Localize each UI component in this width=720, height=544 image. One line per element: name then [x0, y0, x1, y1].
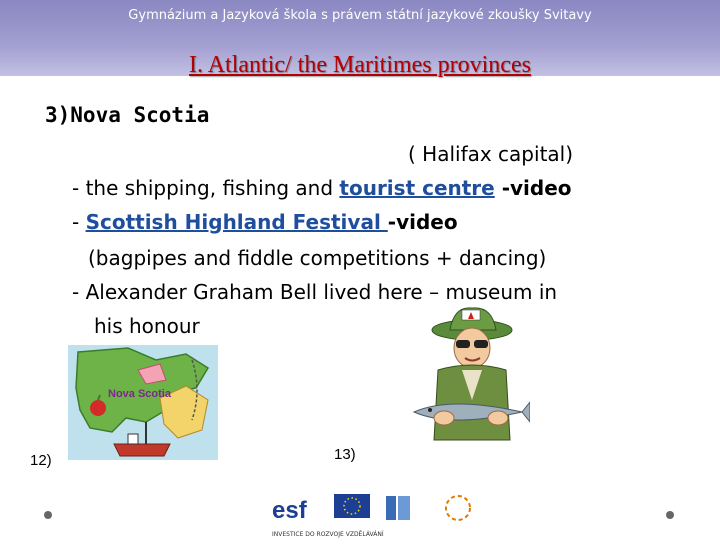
video-label: -video — [494, 176, 572, 200]
highland-festival-link[interactable]: Scottish Highland Festival — [85, 210, 388, 234]
footer-logos — [268, 488, 482, 540]
honour-line: his honour — [94, 314, 200, 338]
video-label-2: -video — [387, 210, 458, 234]
image-number-12: 12) — [30, 452, 52, 469]
shipping-text: - the shipping, fishing and — [72, 176, 340, 200]
school-name: Gymnázium a Jazyková škola s právem státní jazykové zkoušky Svitavy — [128, 8, 592, 23]
slide-title: I. Atlantic/ the Maritimes provinces — [189, 52, 531, 78]
map-label: Nova Scotia — [108, 388, 171, 400]
fisherman-illustration — [410, 300, 530, 460]
festival-dash: - — [72, 210, 86, 234]
footer-caption: INVESTICE DO ROZVOJE VZDĚLÁVÁNÍ — [272, 531, 384, 538]
image-number-13: 13) — [334, 446, 356, 463]
right-bullet-dot — [666, 511, 674, 519]
shipping-line — [72, 176, 572, 200]
bagpipes-line: (bagpipes and fiddle competitions + dancing) — [88, 246, 547, 270]
esf-logo-text: esf — [272, 497, 307, 524]
tourist-centre-link[interactable]: tourist centre — [339, 176, 495, 200]
slide-subtitle: 3)Nova Scotia — [45, 103, 210, 127]
festival-line — [72, 210, 458, 234]
bell-line: - Alexander Graham Bell lived here – museum in — [72, 280, 558, 304]
left-bullet-dot — [44, 511, 52, 519]
nova-scotia-map-illustration — [68, 340, 218, 460]
capital-line: ( Halifax capital) — [408, 142, 574, 166]
